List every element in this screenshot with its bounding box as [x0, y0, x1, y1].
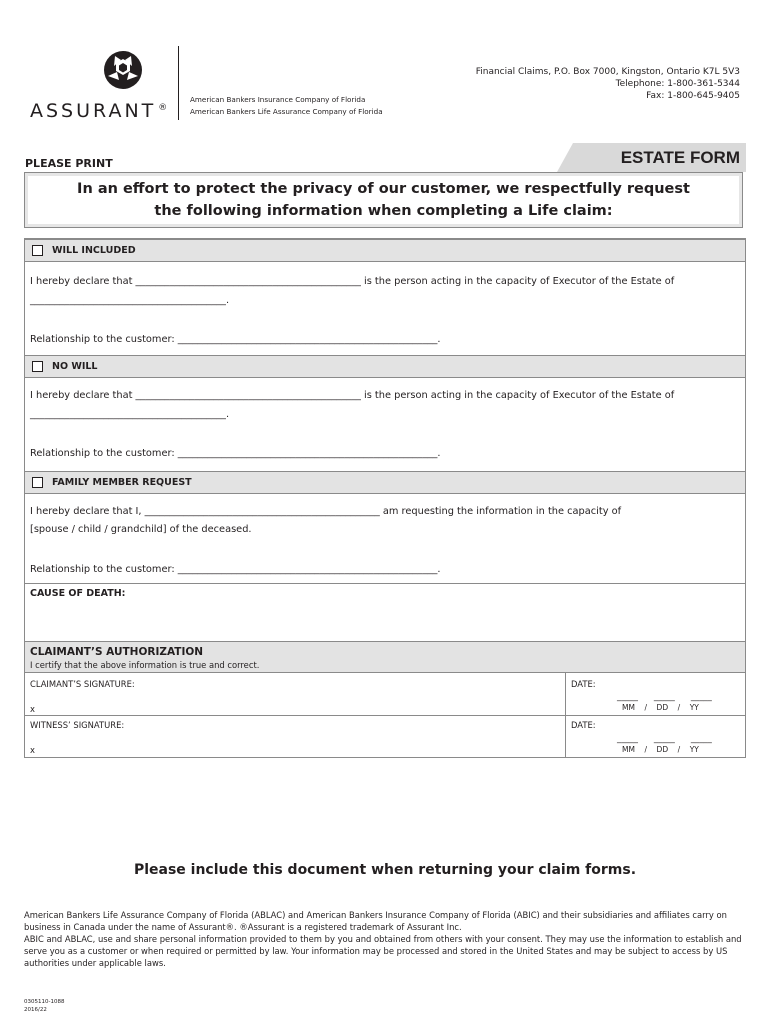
- assurant-logo-icon: [103, 50, 143, 90]
- banner-line-2: the following information when completing a Life claim:: [154, 203, 613, 219]
- claimant-date-label: DATE:: [571, 679, 596, 689]
- section-will-included: [25, 239, 745, 262]
- legal-paragraph-1: American Bankers Life Assurance Company of Florida (ABLAC) and American Bankers Insurance Company of Florida (ABIC) and their subsidiaries and affiliates carry on business in Canada under the name of Assurant®. ®Assurant is a registered trademark of Assurant Inc.: [24, 910, 727, 932]
- claimant-date-format: MM / DD / YY: [622, 703, 699, 712]
- form-title: ESTATE FORM: [620, 148, 740, 167]
- estate-form: [24, 238, 746, 758]
- signature-divider: [25, 715, 745, 716]
- claimant-date-blanks[interactable]: _____ _____ _____: [617, 691, 712, 701]
- privacy-banner: [24, 172, 743, 228]
- will-included-checkbox[interactable]: [32, 245, 43, 256]
- company-name-ablac: American Bankers Life Assurance Company of Florida: [190, 107, 383, 116]
- registered-mark: ®: [158, 102, 168, 113]
- witness-signature-label: WITNESS’ SIGNATURE:: [30, 720, 125, 730]
- form-revision: 2016/22: [24, 1007, 47, 1013]
- banner-line-1: In an effort to protect the privacy of our customer, we respectfully request: [77, 181, 690, 197]
- family-request-checkbox[interactable]: [32, 477, 43, 488]
- claimant-signature-field[interactable]: x: [30, 704, 35, 714]
- authorization-divider: [25, 672, 745, 673]
- section-family-request: [25, 471, 745, 494]
- no-will-estate-field[interactable]: ________________________________________.: [30, 409, 230, 420]
- section-authorization: [25, 641, 745, 672]
- brand-wordmark: [30, 100, 167, 122]
- legal-paragraph-2: ABIC and ABLAC, use and share personal information provided to them by you and obtained from others with your consent. They may use the information to establish and serve you as a customer or when required or permitted by law. Your information may be processed and stored in the United States and may be subject to access by US authorities under applicable laws.: [24, 934, 742, 968]
- company-name-abic: American Bankers Insurance Company of Florida: [190, 95, 366, 104]
- no-will-checkbox[interactable]: [32, 361, 43, 372]
- will-relationship-field[interactable]: Relationship to the customer: _____________________________________________________.: [30, 334, 441, 345]
- certify-text: I certify that the above information is true and correct.: [30, 660, 260, 670]
- telephone-number: Telephone: 1-800-361-5344: [615, 79, 740, 89]
- family-declare-field[interactable]: I hereby declare that I, ________________________________________________ am requesting the information in the capacity of: [30, 506, 622, 517]
- witness-date-label: DATE:: [571, 720, 596, 730]
- will-estate-field[interactable]: ________________________________________.: [30, 295, 230, 306]
- return-reminder: Please include this document when returning your claim forms.: [133, 862, 637, 878]
- claimant-signature-label: CLAIMANT’S SIGNATURE:: [30, 679, 135, 689]
- header-divider: [178, 46, 179, 120]
- witness-date-blanks[interactable]: _____ _____ _____: [617, 733, 712, 743]
- cause-divider: [25, 583, 745, 584]
- mailing-address: Financial Claims, P.O. Box 7000, Kingston, Ontario K7L 5V3: [475, 67, 740, 77]
- no-will-declare-field[interactable]: I hereby declare that ______________________________________________ is the person acting in the capacity of Executor of the Estate of: [30, 390, 675, 401]
- brand-name: ASSURANT: [30, 100, 157, 122]
- witness-signature-field[interactable]: x: [30, 745, 35, 755]
- no-will-relationship-field[interactable]: Relationship to the customer: _____________________________________________________.: [30, 448, 441, 459]
- witness-date-format: MM / DD / YY: [622, 745, 699, 754]
- fax-number: Fax: 1-800-645-9405: [646, 91, 740, 101]
- family-request-label: FAMILY MEMBER REQUEST: [52, 477, 192, 488]
- no-will-label: NO WILL: [52, 361, 98, 372]
- please-print-label: PLEASE PRINT: [25, 157, 113, 170]
- cause-of-death-field[interactable]: [25, 601, 745, 641]
- form-code: 0305110-1088: [24, 999, 65, 1005]
- section-no-will: [25, 355, 745, 378]
- will-included-label: WILL INCLUDED: [52, 245, 136, 256]
- cause-of-death-label: CAUSE OF DEATH:: [30, 588, 126, 599]
- will-declare-field[interactable]: I hereby declare that ______________________________________________ is the person acting in the capacity of Executor of the Estate of: [30, 276, 675, 287]
- family-capacity-text: [spouse / child / grandchild] of the deceased.: [30, 524, 252, 535]
- authorization-label: CLAIMANT’S AUTHORIZATION: [30, 646, 204, 658]
- family-relationship-field[interactable]: Relationship to the customer: _____________________________________________________.: [30, 564, 441, 575]
